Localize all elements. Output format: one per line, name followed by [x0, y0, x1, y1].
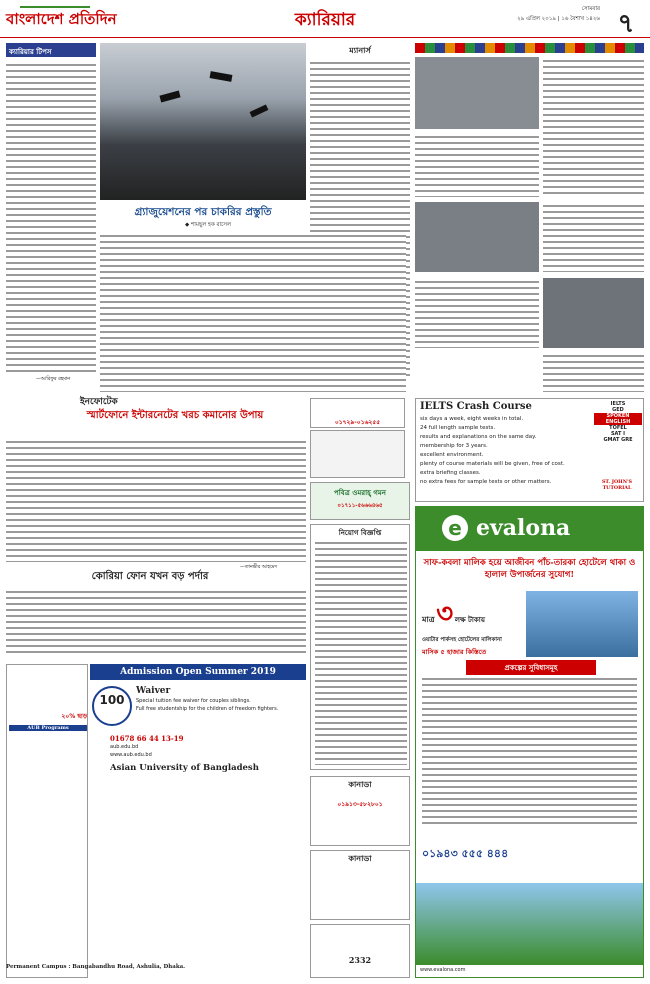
umrah-ad[interactable] [310, 482, 410, 520]
ielts-ad[interactable] [415, 398, 644, 502]
ielts-side-item: IELTS [610, 401, 626, 407]
evalona-price-block [422, 593, 522, 656]
masthead-logo-tagline [20, 6, 90, 8]
infotech-byline: —তানভীর আহমেদ [240, 565, 277, 570]
page-number: ৭ [617, 9, 635, 39]
color-strip [415, 43, 644, 53]
evalona-price-sub: ওয়াটার পার্কসহ হোটেলের মালিকানা [422, 637, 502, 643]
evalona-logo-banner [416, 507, 643, 551]
ielts-point: results and explanations on the same day. [420, 434, 537, 440]
graduation-cap-icon [210, 71, 233, 82]
graduation-cap-icon [250, 104, 269, 117]
evalona-monthly: মাসিক ৫ হাজার কিস্তিতে [422, 648, 487, 656]
ielts-institute: ST. JOHN'S TUTORIAL [601, 479, 633, 491]
ielts-side-item: SAT I [610, 431, 626, 437]
evalona-price-big: ৩ [436, 599, 454, 629]
aub-discount: ২০% ছাড় [61, 713, 87, 720]
masthead-logo[interactable]: বাংলাদেশ প্রতিদিন [6, 10, 117, 28]
evalona-price-prefix: মাত্র [422, 615, 435, 624]
aub-programs-title: AUB Programs [9, 725, 87, 731]
crash-course-hotline: ০১৭২৯-০১৬২৫৫ [334, 419, 381, 426]
ielts-side-item: SPOKEN ENGLISH [594, 413, 642, 425]
ielts-side-item: GED [612, 407, 624, 413]
evalona-logo-icon: e [442, 515, 468, 541]
infotech-label: ইনফোটেক [80, 397, 118, 407]
aub-waiver-badge [92, 686, 132, 726]
evalona-benefits-title: প্রকল্পের সুবিধাসমূহ [466, 660, 596, 676]
event-photo-1 [415, 57, 539, 129]
evalona-bottom-photo [416, 883, 643, 965]
aub-programs-ad[interactable] [6, 664, 88, 978]
ielts-side-list [594, 401, 642, 443]
canada-phone: ০১৯১৩-৫৮২৮০১ [337, 801, 383, 808]
event-photo-2 [415, 202, 539, 272]
aub-waiver-number: 100 [99, 693, 125, 707]
umrah-phone: ০১৭১১-৫৬৬৬৪৬৫ [337, 503, 383, 509]
bottom-ad-number: 2332 [348, 955, 372, 965]
masthead-date: ২৯ এপ্রিল ২০১৯ | ১৬ বৈশাখ ১৪২৬ [517, 16, 600, 22]
ielts-side-item: TOFEL [609, 425, 627, 431]
aub-banner: Admission Open Summer 2019 [90, 664, 306, 680]
evalona-tagline: সাফ-কবলা মালিক হয়ে আজীবন পাঁচ-তারকা হোটেলে থাকা ও হালাল উপার্জনের সুযোগ! [423, 558, 636, 580]
job-notice-title: নিয়োগ বিজ্ঞপ্তি [338, 528, 382, 537]
job-notice-body [315, 539, 407, 765]
ielts-point: extra briefing classes. [420, 470, 481, 476]
career-tips-column [6, 43, 96, 388]
ielts-side-item: GMAT GRE [603, 437, 633, 443]
aub-email[interactable]: aub.edu.bd [110, 744, 139, 750]
aub-campus: Permanent Campus : Bangabandhu Road, Ashulia, Dhaka. [6, 964, 186, 970]
news-item-5 [543, 352, 644, 392]
aub-waiver-point: Full free studentship for the children of freedom fighters. [136, 706, 279, 712]
news-item-2 [415, 133, 539, 197]
ielts-points [420, 415, 590, 487]
evalona-ad[interactable] [415, 506, 644, 978]
ielts-point: plenty of course materials will be given, free of cost. [420, 461, 565, 467]
bottom-ad[interactable] [310, 924, 410, 978]
canada-title: কানাডা [348, 853, 372, 863]
masthead-day: সোমবার [581, 6, 600, 12]
evalona-price-unit: লক্ষ টাকায় [454, 616, 485, 624]
graduation-byline: ◆ শামছুল হক রাসেল [185, 222, 232, 228]
graduation-headline: গ্র্যাজুয়েশনের পর চাকরির প্রস্তুতি [134, 206, 272, 218]
aub-waiver-label: Waiver [136, 686, 171, 696]
canada-ad-1[interactable] [310, 776, 410, 846]
news-item-3 [543, 202, 644, 272]
news-item-1 [543, 57, 644, 197]
aub-phone[interactable]: 01678 66 44 13-19 [110, 734, 184, 743]
canada-ad-2[interactable] [310, 850, 410, 920]
ielts-point: no extra fees for sample tests or other matters. [420, 479, 552, 485]
ielts-point: membership for 3 years. [420, 443, 488, 449]
canada-title: কানাডা [348, 779, 372, 789]
evalona-benefits-list [422, 675, 637, 825]
phone-body [6, 588, 306, 656]
umrah-title: পবিত্র ওমরাহ্‌ গমন [334, 488, 386, 497]
news-item-4 [415, 278, 539, 348]
ielts-title: IELTS Crash Course [420, 401, 532, 412]
aub-waiver-point: Special tuition fee waiver for couples siblings. [136, 698, 251, 704]
aub-name: Asian University of Bangladesh [110, 763, 259, 773]
aub-web[interactable]: www.aub.edu.bd [110, 752, 152, 758]
infotech-body [6, 438, 306, 562]
manners-title: ম্যানার্স [349, 45, 371, 55]
graduation-body [100, 232, 406, 392]
small-ad-1[interactable] [310, 430, 405, 478]
crash-course-ad[interactable] [310, 398, 405, 428]
evalona-website[interactable]: www.evalona.com [420, 967, 466, 973]
ielts-point: excellent environment. [420, 452, 484, 458]
event-photo-3 [543, 278, 644, 348]
graduation-cap-icon [159, 91, 180, 103]
phone-headline: কোরিয়া ফোন যখন বড় পর্দার [91, 571, 209, 582]
infotech-headline: স্মার্টফোনে ইন্টারনেটের খরচ কমানোর উপায় [86, 410, 264, 421]
ielts-point: six days a week, eight weeks in total. [420, 416, 524, 422]
evalona-hotel-photo [526, 591, 638, 657]
career-tips-byline: —আরিফুর রহমান [36, 377, 71, 382]
masthead [0, 0, 650, 38]
ielts-point: 24 full length sample tests. [420, 425, 496, 431]
job-notice[interactable] [310, 524, 410, 770]
graduation-photo [100, 43, 306, 200]
section-title: ক্যারিয়ার [294, 10, 356, 30]
career-tips-body [6, 61, 96, 373]
evalona-brand: evalona [476, 515, 571, 541]
evalona-hotline: ০১৯৪৩ ৫৫৫ ৪৪৪ [422, 847, 509, 860]
career-tips-title: ক্যারিয়ার টিপস [6, 43, 96, 57]
